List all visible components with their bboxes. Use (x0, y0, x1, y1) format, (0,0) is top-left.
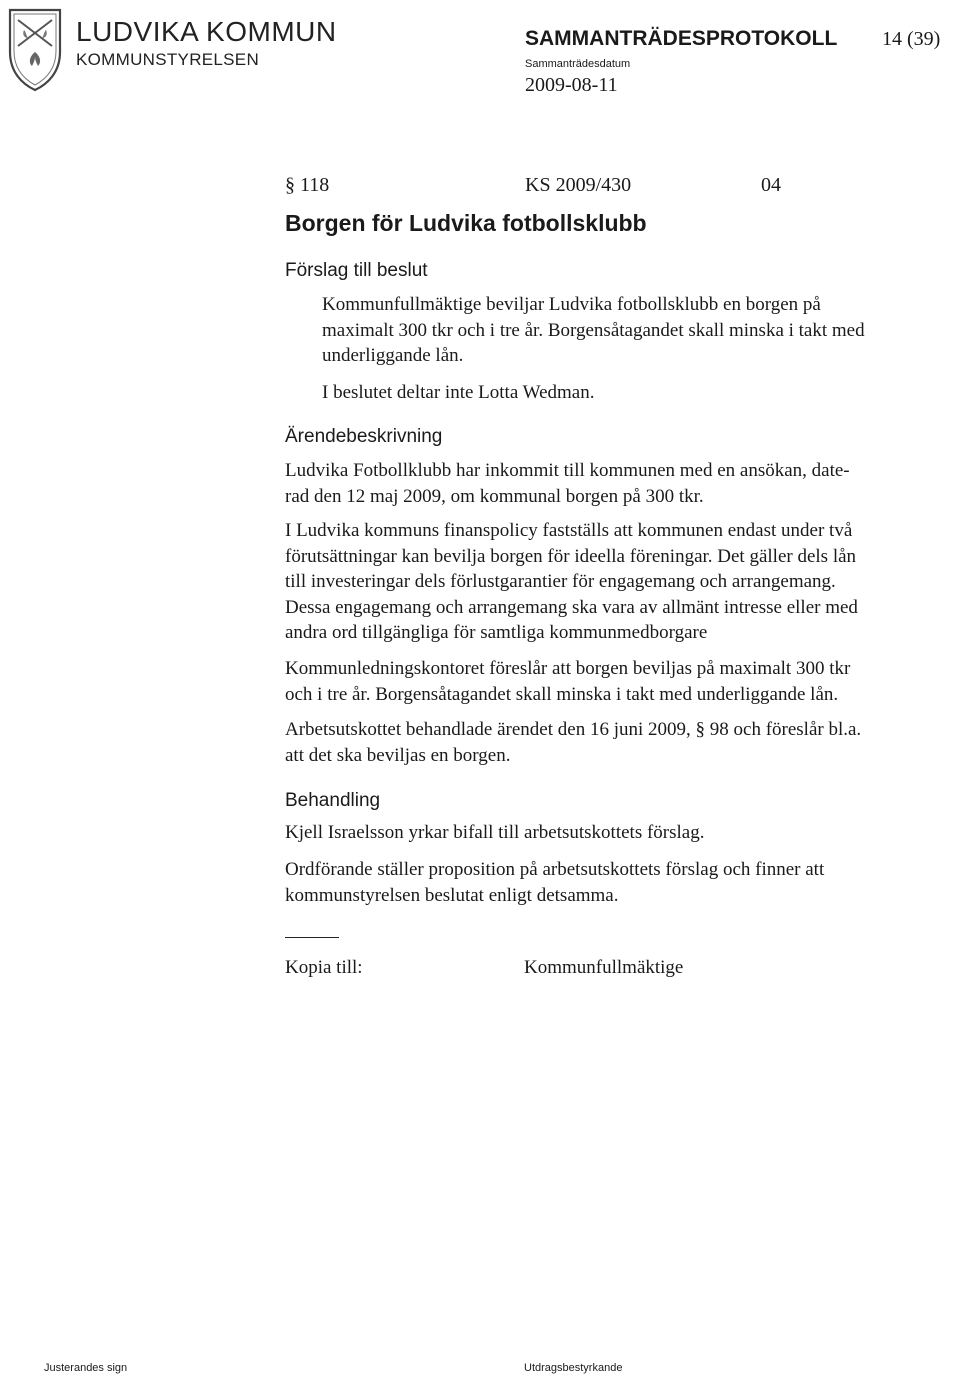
document-type: SAMMANTRÄDESPROTOKOLL (525, 27, 838, 50)
paragraph-no: 118 (300, 174, 330, 196)
case-title: Borgen för Ludvika fotbollsklubb (285, 210, 647, 236)
proposal-heading: Förslag till beslut (285, 260, 428, 281)
handling-heading: Behandling (285, 790, 381, 811)
organization-unit: KOMMUNSTYRELSEN (76, 50, 260, 69)
proposal-note: I beslutet deltar inte Lotta Wedman. (322, 382, 595, 403)
handling-paragraph-2: Ordförande ställer proposition på arbetsutskottets förslag och finner att kommunstyrelsen beslutat enligt detsamma. (285, 859, 825, 906)
proposal-line: Kommunfullmäktige beviljar Ludvika fotbollsklubb en borgen på (322, 294, 821, 315)
description-paragraph-3: Kommunledningskontoret föreslår att borgen beviljas på maximalt 300 tkr och i tre år. Borgensåtagandet skall minska i takt med underliggande lån. (285, 658, 851, 705)
organization-name: LUDVIKA KOMMUN (76, 16, 337, 47)
copy-label: Kopia till: (285, 957, 363, 978)
description-paragraph-1: Ludvika Fotbollklubb har inkommit till kommunen med en ansökan, date- rad den 12 maj 2009, om kommunal borgen på 300 tkr. (285, 460, 850, 507)
page-number: 14 (39) (882, 28, 941, 50)
footer-extract-label: Utdragsbestyrkande (524, 1362, 623, 1374)
copy-recipient: Kommunfullmäktige (524, 957, 684, 978)
coat-of-arms-icon (4, 6, 66, 92)
proposal-line: underliggande lån. (322, 345, 464, 366)
diary-number: KS 2009/430 (525, 174, 632, 196)
description-paragraph-4: Arbetsutskottet behandlade ärendet den 16 juni 2009, § 98 och föreslår bl.a. att det ska beviljas en borgen. (285, 719, 862, 766)
paragraph-sign: § (695, 719, 706, 740)
date-label: Sammanträdesdatum (525, 58, 631, 70)
section-divider (285, 937, 339, 938)
paragraph-number (285, 174, 329, 197)
case-code: 04 (761, 174, 781, 196)
proposal-text (322, 292, 865, 369)
description-heading: Ärendebeskrivning (285, 426, 443, 447)
meeting-date: 2009-08-11 (525, 74, 618, 96)
description-paragraph-2: I Ludvika kommuns finanspolicy fastställs att kommunen endast under två förutsättningar kan bevilja borgen för ideella föreningar. Det gäller dels lån till investeringar dels förlustgarantier för engagemang och arrangemang. Dessa engagemang och arrangemang ska vara av allmänt intresse eller med andra ord tillgängliga för samtliga kommunmedborgare (285, 520, 858, 643)
paragraph-sign: § (285, 174, 295, 196)
proposal-line: maximalt 300 tkr och i tre år. Borgensåtagandet skall minska i takt med (322, 319, 865, 341)
handling-paragraph-1: Kjell Israelsson yrkar bifall till arbetsutskottets förslag. (285, 822, 705, 843)
footer-signature-label: Justerandes sign (44, 1362, 128, 1374)
